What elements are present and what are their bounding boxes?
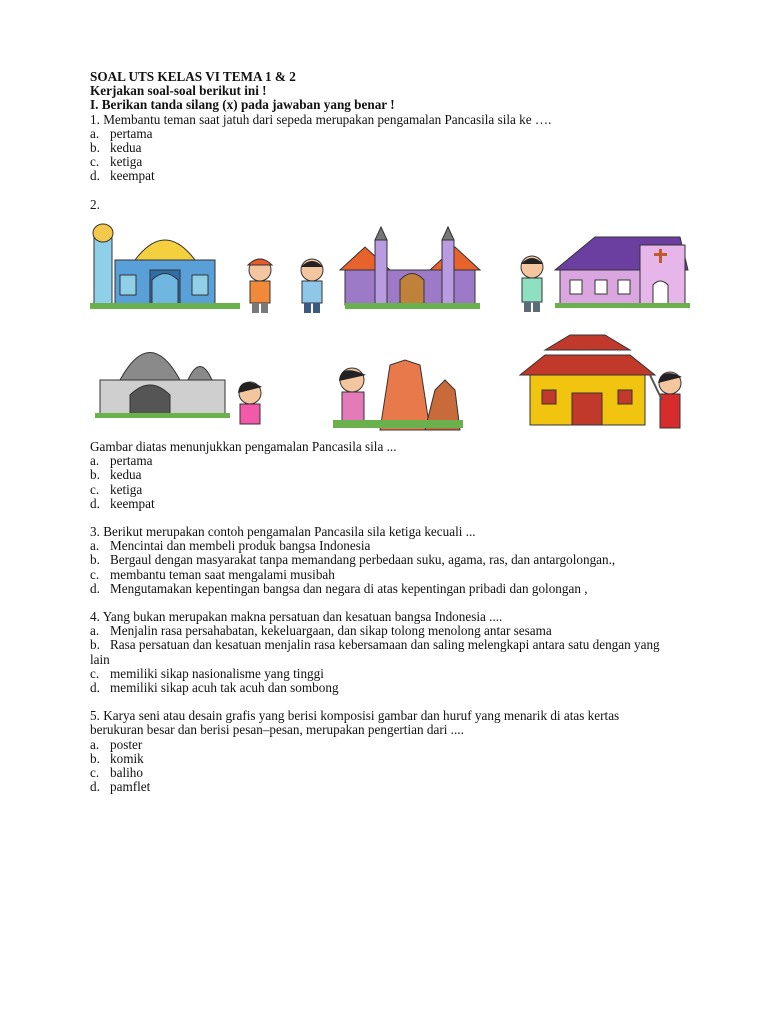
question-1: 1. Membantu teman saat jatuh dari sepeda merupakan pengamalan Pancasila sila ke ….	[90, 111, 552, 127]
question-3: 3. Berikut merupakan contoh pengamalan Pancasila sila ketiga kecuali ...	[90, 524, 476, 540]
q5-option-b[interactable]: b. komik	[90, 750, 144, 766]
q2-option-b[interactable]: b. kedua	[90, 467, 142, 483]
q4-option-d[interactable]: d. memiliki sikap acuh tak acuh dan sombong	[90, 680, 339, 696]
doc-instruction: Kerjakan soal-soal berikut ini !	[90, 83, 267, 99]
girl-praying-hindu	[339, 368, 366, 422]
q1-option-a[interactable]: a. pertama	[90, 125, 153, 141]
q4-option-b[interactable]: b. Rasa persatuan dan kesatuan menjalin rasa kebersamaan dan saling melengkapi antara satu dengan yang lain	[90, 637, 660, 667]
q2-option-d[interactable]: d. keempat	[90, 495, 155, 511]
girl-praying-klenteng	[650, 372, 682, 428]
worship-scene-svg	[90, 215, 700, 440]
q5-option-c[interactable]: c. baliho	[90, 765, 143, 781]
section-heading: I. Berikan tanda silang (x) pada jawaban yang benar !	[90, 97, 395, 113]
q1-option-d[interactable]: d. keempat	[90, 168, 155, 184]
girl-praying-temple	[238, 382, 262, 424]
q3-option-d[interactable]: d. Mengutamakan kepentingan bangsa dan negara di atas kepentingan pribadi dan golongan ,	[90, 580, 588, 596]
q4-option-a[interactable]: a. Menjalin rasa persahabatan, kekeluargaan, dan sikap tolong menolong antar sesama	[90, 623, 552, 639]
question-4: 4. Yang bukan merupakan makna persatuan dan kesatuan bangsa Indonesia ....	[90, 609, 503, 625]
q2-option-a[interactable]: a. pertama	[90, 453, 153, 469]
q5-option-a[interactable]: a. poster	[90, 736, 143, 752]
question-2: Gambar diatas menunjukkan pengamalan Pancasila sila ...	[90, 439, 397, 454]
catholic-church-illustration	[340, 227, 480, 309]
places-of-worship-illustration	[90, 215, 700, 440]
document-page	[90, 70, 690, 212]
doc-title: SOAL UTS KELAS VI TEMA 1 & 2	[90, 69, 296, 84]
protestant-church-illustration	[555, 237, 690, 308]
q1-option-c[interactable]: c. ketiga	[90, 154, 143, 170]
q2-option-c[interactable]: c. ketiga	[90, 481, 143, 497]
boy-praying-protestant	[521, 256, 543, 312]
mosque-illustration	[90, 224, 240, 309]
chinese-temple-illustration	[520, 335, 655, 425]
buddhist-temple-illustration	[95, 353, 230, 419]
q1-option-b[interactable]: b. kedua	[90, 140, 142, 156]
document-page-lower	[90, 440, 690, 794]
boy-praying-mosque	[248, 259, 272, 313]
boy-praying-church	[301, 259, 323, 313]
q4-option-c[interactable]: c. memiliki sikap nasionalisme yang tinggi	[90, 665, 324, 681]
question-2-number: 2.	[90, 196, 100, 212]
q3-option-c[interactable]: c. membantu teman saat mengalami musibah	[90, 566, 335, 582]
question-5: 5. Karya seni atau desain grafis yang berisi komposisi gambar dan huruf yang menarik di atas kertas berukuran besar dan berisi pesan–pesan, merupakan pengertian dari ....	[90, 708, 620, 738]
q3-option-a[interactable]: a. Mencintai dan membeli produk bangsa Indonesia	[90, 538, 371, 554]
q3-option-b[interactable]: b. Bergaul dengan masyarakat tanpa memandang perbedaan suku, agama, ras, dan antargolongan.,	[90, 552, 616, 568]
q5-option-d[interactable]: d. pamflet	[90, 779, 151, 795]
